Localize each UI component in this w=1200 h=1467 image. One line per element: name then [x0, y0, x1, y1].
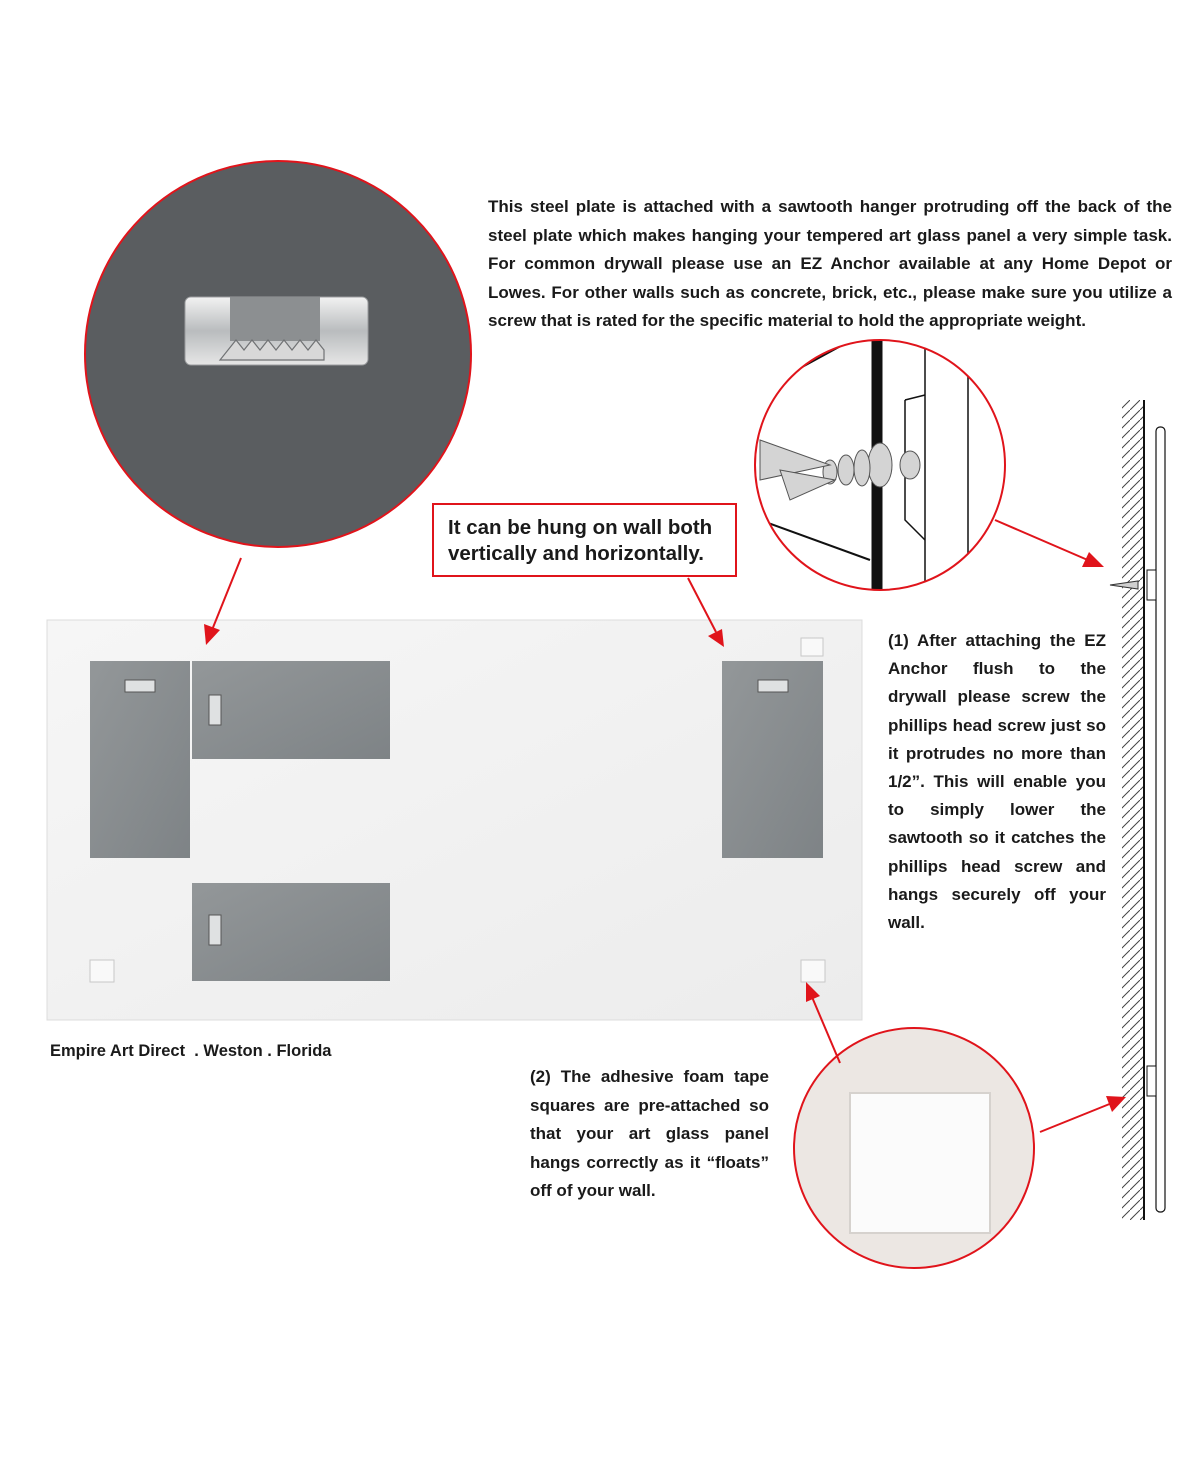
- foam-square: [801, 638, 823, 656]
- glass-panel-side: [1156, 427, 1165, 1212]
- steel-plate: [192, 883, 390, 981]
- step-1-instructions: (1) After attaching the EZ Anchor flush to the drywall please screw the phillips head screw just so it protrudes no more than 1/2”. This will enable you to simply lower the sawtooth so it catches the phillips head screw and hangs securely off your wall.: [888, 631, 1106, 933]
- step-2-instructions: (2) The adhesive foam tape squares are pre-attached so that your art glass panel hangs correctly as it “floats” off of your wall.: [530, 1067, 769, 1201]
- sawtooth-hanger: [125, 680, 155, 692]
- sawtooth-hanger: [209, 695, 221, 725]
- foam-square: [801, 960, 825, 982]
- callout-line-1: It can be hung on wall both: [448, 516, 713, 539]
- callout-line-2: vertically and horizontally.: [448, 542, 704, 565]
- foam-square: [90, 960, 114, 982]
- foam-closeup: [794, 1028, 1034, 1268]
- orientation-callout: [432, 503, 737, 577]
- company-credit: Empire Art Direct . Weston . Florida: [50, 1042, 332, 1060]
- sawtooth-hanger: [758, 680, 788, 692]
- intro-paragraph: This steel plate is attached with a sawtooth hanger protruding off the back of the steel plate which makes hanging your tempered art glass panel a very simple task. For common drywall please use an EZ Anchor available at any Home Depot or Lowes. For other walls such as concrete, brick, etc., please make sure you utilize a screw that is rated for the specific material to hold the appropriate weight.: [488, 197, 1172, 330]
- hanger-closeup: [80, 160, 480, 560]
- anchor-closeup: [755, 330, 1005, 610]
- steel-plate: [192, 661, 390, 759]
- sawtooth-hanger: [209, 915, 221, 945]
- glass-panel-back: [47, 620, 862, 1020]
